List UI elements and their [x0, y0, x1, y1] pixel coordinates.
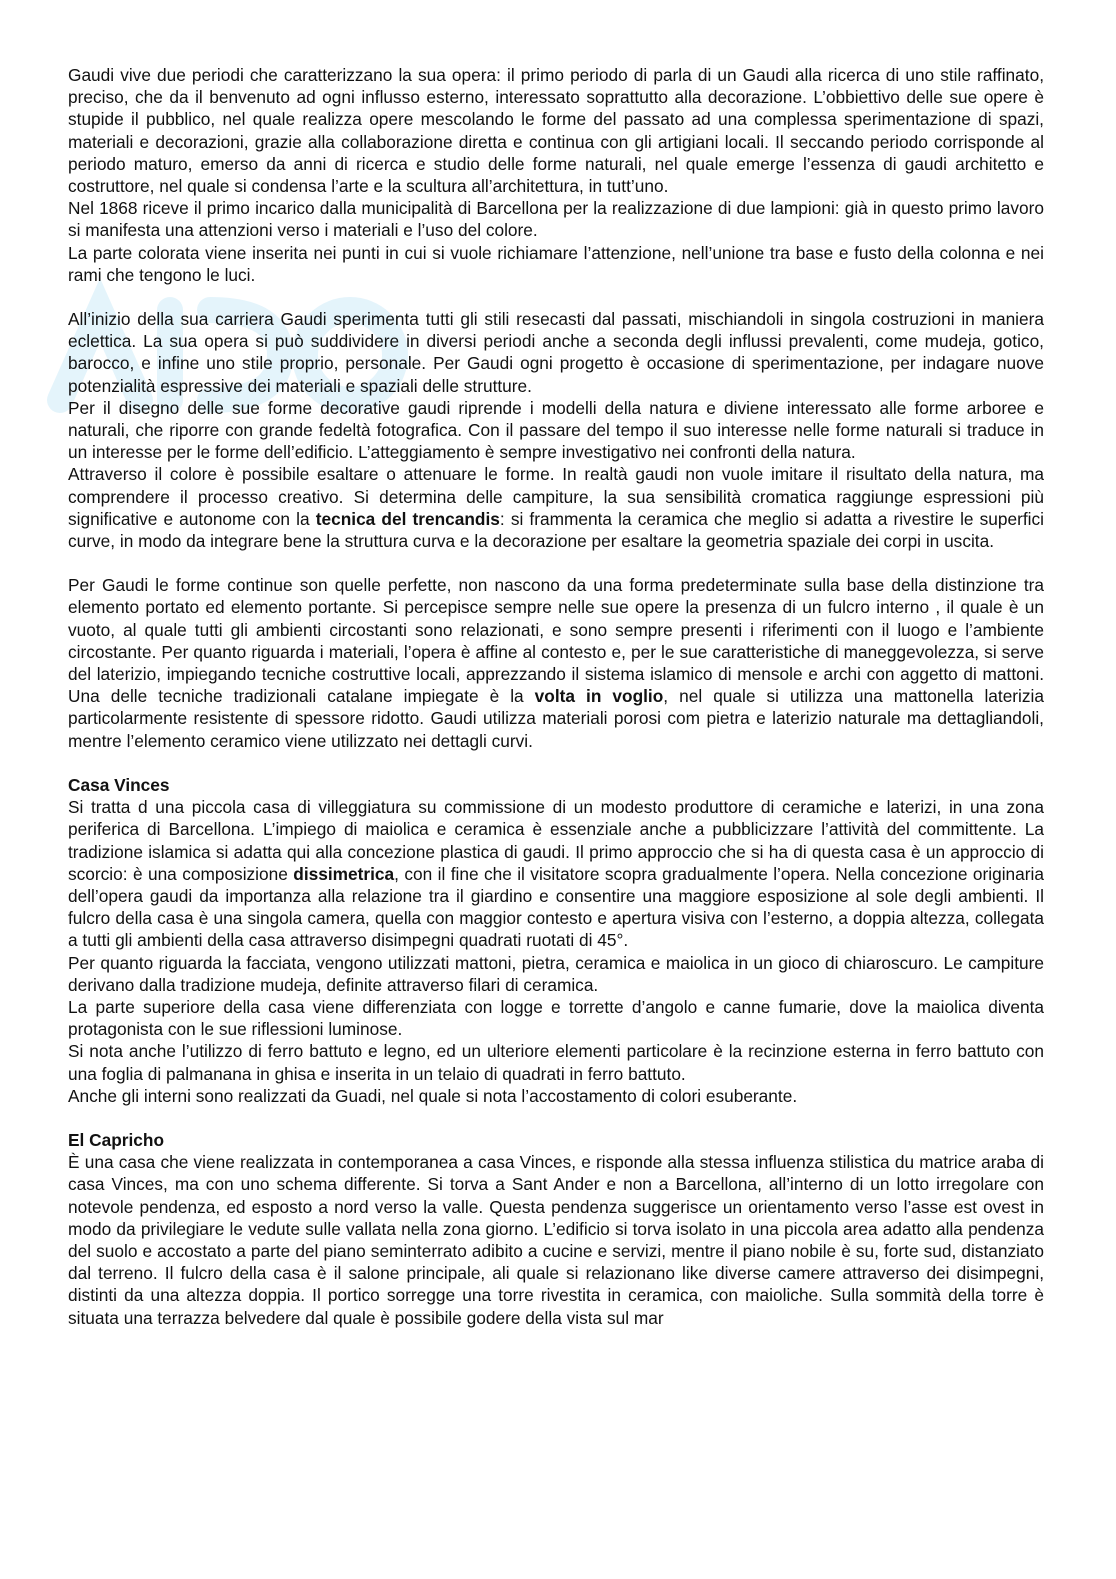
text-run: Attraverso il colore è possibile esaltare o attenuare le forme. In realtà gaudi non vuole imitare il risultato della natura, ma comprendere il processo creativo. Si determina delle campiture, la sua sensibilità cromatica raggiunge espressioni più significative e autonome con la [68, 464, 1044, 529]
paragraph: Si nota anche l’utilizzo di ferro battuto e legno, ed un ulteriore elementi particolare è la recinzione esterna in ferro battuto con una foglia di palmanana in ghisa e inserita in un telaio di quadrati in ferro battuto. [68, 1041, 1044, 1084]
bold-term: volta in voglio [534, 686, 664, 707]
bold-term: dissimetrica [293, 863, 395, 884]
paragraph: Anche gli interni sono realizzati da Guadi, nel quale si nota l’accostamento di colori esuberante. [68, 1085, 798, 1106]
paragraph [68, 574, 1044, 752]
paragraph: Gaudi vive due periodi che caratterizzano la sua opera: il primo periodo di parla di un Gaudi alla ricerca di uno stile raffinato, preciso, che da il benvenuto ad ogni influsso esterno, interessato soprattutto alla decorazione. L’obbiettivo delle sue opere è stupide il pubblico, nel quale realizza opere mescolando le forme del passato ad una complessa sperimentazione di spazi, materiali e decorazioni, grazie alla collaborazione diretta e continua con gli artigiani locali. Il seccando periodo corrisponde al periodo maturo, emerso da anni di ricerca e studio delle forme naturali, nel quale emerge l’essenza di gaudi architetto e costruttore, nel quale si condensa l’arte e la scultura all’architettura, in tutt’uno. [68, 65, 1044, 197]
paragraph [68, 463, 1044, 552]
text-run: , con il fine che il visitatore scopra gradualmente l’opera. Nella concezione originaria dell’opera gaudi da importanza alla relazione tra il giardino e consentire una maggiore esposizione al sole degli ambienti. Il fulcro della casa è una singola camera, quella con maggior contesto e apertura visiva con l’esterno, a doppia altezza, collegata a tutti gli ambienti della casa attraverso disimpegni quadrati ruotati di 45°. [68, 863, 1044, 951]
section-heading: El Capricho [68, 1129, 165, 1150]
document-body [68, 64, 1044, 1329]
spacer [68, 286, 1044, 308]
paragraph: La parte colorata viene inserita nei punti in cui si vuole richiamare l’attenzione, nell’unione tra base e fusto della colonna e nei rami che tengono le luci. [68, 242, 1044, 285]
spacer [68, 1107, 1044, 1129]
paragraph: È una casa che viene realizzata in contemporanea a casa Vinces, e risponde alla stessa influenza stilistica du matrice araba di casa Vinces, ma con uno schema differente. Si torva a Sant Ander e non a Barcellona, all’interno di un lotto irregolare con notevole pendenza, ed esposto a nord verso la valle. Questa pendenza suggerisce un orientamento verso l’asse est ovest in modo da privilegiare le vedute sulle vallata nella zona giorno. L’edificio si torva isolato in una piccola area adatto alla pendenza del suolo e accostato a parte del piano seminterrato adibito a cucine e servizi, mentre il piano nobile è su, forte sud, distanziato dal terreno. Il fulcro della casa è il salone principale, ali quale si relazionano like diverse camere attraverso dei disimpegni, distinti da una altezza doppia. Il portico sorregge una torre rivestita in ceramica, con maioliche. Sulla sommità della torre è situata una terrazza belvedere dal quale è possibile godere della vista sul mar [68, 1152, 1044, 1328]
paragraph: Per quanto riguarda la facciata, vengono utilizzati mattoni, pietra, ceramica e maiolica in un gioco di chiaroscuro. Le campiture derivano dalla tradizione mudeja, definite attraverso filari di ceramica. [68, 952, 1044, 995]
paragraph [68, 796, 1044, 951]
section-heading: Casa Vinces [68, 774, 170, 795]
paragraph: All’inizio della sua carriera Gaudi sperimenta tutti gli stili resecasti dal passati, mischiandoli in singola costruzioni in maniera eclettica. La sua opera si può suddividere in diversi periodi anche a seconda degli influssi prevalenti, come mudeja, gotico, barocco, e infine uno stile proprio, personale. Per Gaudi ogni progetto è occasione di sperimentazione, per indagare nuove potenzialità espressive dei materiali e spaziali delle strutture. [68, 309, 1044, 396]
spacer [68, 752, 1044, 774]
text-run: , nel quale si utilizza una mattonella laterizia particolarmente resistente di spessore ridotto. Gaudi utilizza materiali porosi com pietra e laterizio naturale ma dettagliandoli, mentre l’elemento ceramico viene utilizzato nei dettagli curvi. [68, 686, 1044, 751]
spacer [68, 552, 1044, 574]
text-run: : si frammenta la ceramica che meglio si adatta a rivestire le superfici curve, in modo da integrare bene la struttura curva e la decorazione per esaltare la geometria spaziale dei corpi in uscita. [68, 508, 1044, 552]
paragraph: Nel 1868 riceve il primo incarico dalla municipalità di Barcellona per la realizzazione di due lampioni: già in questo primo lavoro si manifesta una attenzioni verso i materiali e l’uso del colore. [68, 198, 1044, 241]
text-run: Si tratta d una piccola casa di villeggiatura su commissione di un modesto produttore di ceramiche e laterizi, in una zona periferica di Barcellona. L’impiego di maiolica e ceramica è essenziale anche a pubblicizzare l’attività del committente. La tradizione islamica si adatta qui alla concezione plastica di gaudi. Il primo approccio che si ha di questa casa è un approccio di scorcio: è una composizione [68, 797, 1044, 884]
paragraph: Per il disegno delle sue forme decorative gaudi riprende i modelli della natura e diviene interessato alle forme arboree e naturali, che riporre con grande fedeltà fotografica. Con il passare del tempo il suo interesse nelle forme naturali si traduce in un interesse per le forme dell’edificio. L’atteggiamento è sempre investigativo nei confronti della natura. [68, 397, 1044, 463]
paragraph: La parte superiore della casa viene differenziata con logge e torrette d’angolo e canne fumarie, dove la maiolica diventa protagonista con le sue riflessioni luminose. [68, 996, 1044, 1040]
text-run: Per Gaudi le forme continue son quelle perfette, non nascono da una forma predeterminate sulla base della distinzione tra elemento portato ed elemento portante. Si percepisce sempre nelle sue opere la presenza di un fulcro interno , il quale è un vuoto, al quale tutti gli ambienti circostanti sono relazionati, e sono sempre presenti i riferimenti con il luogo e l’ambiente circostante. Per quanto riguarda i materiali, l’opera è affine al contesto e, per le sue caratteristiche di maneggevolezza, si serve del laterizio, impiegando tecniche costruttive locali, apprezzando il sistema islamico di mensole e archi con aggetto di mattoni. Una delle tecniche tradizionali catalane impiegate è la [68, 575, 1044, 707]
bold-term: tecnica del trencandis [315, 508, 500, 529]
